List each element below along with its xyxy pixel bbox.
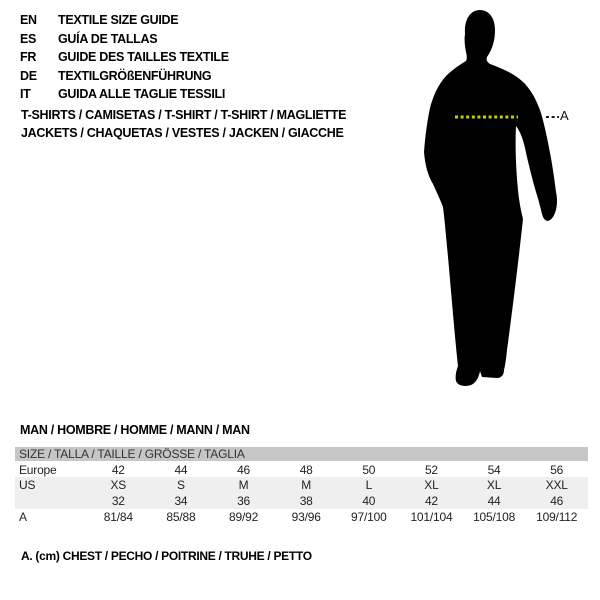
size-cell: 109/112	[536, 509, 578, 524]
size-cell: XXL	[545, 478, 568, 492]
size-cell: 89/92	[229, 509, 259, 524]
size-cell: M	[238, 478, 249, 492]
size-cell: 52	[424, 462, 438, 477]
row-label: Europe	[19, 462, 57, 477]
size-cell: 54	[487, 462, 501, 477]
table-row-us-numbers	[15, 493, 588, 509]
man-silhouette-body	[424, 10, 557, 386]
language-code: DE	[20, 68, 37, 83]
size-cell: L	[365, 478, 373, 492]
language-row	[20, 48, 229, 67]
language-label: GUIDE DES TAILLES TEXTILE	[58, 50, 229, 65]
size-cell: XL	[486, 478, 502, 492]
language-code: EN	[20, 13, 37, 28]
man-silhouette	[400, 0, 600, 400]
size-cell: 42	[424, 494, 438, 508]
size-cell: 97/100	[351, 509, 387, 524]
size-cell: 44	[487, 494, 501, 508]
size-cell: 44	[174, 462, 188, 477]
category-line-tshirts: T-SHIRTS / CAMISETAS / T-SHIRT / T-SHIRT / MAGLIETTE	[21, 108, 347, 122]
man-silhouette-figure	[400, 0, 600, 400]
size-cell: 93/96	[291, 509, 321, 524]
language-label: GUIDA ALLE TAGLIE TESSILI	[58, 87, 226, 102]
size-cell: S	[177, 478, 185, 492]
size-cell: 56	[550, 462, 564, 477]
language-label: TEXTILE SIZE GUIDE	[58, 13, 179, 28]
row-label: US	[19, 478, 36, 492]
language-row	[20, 30, 229, 49]
category-lines	[21, 106, 346, 142]
language-code: IT	[20, 87, 31, 102]
size-cell: M	[301, 478, 312, 492]
size-cell: 40	[362, 494, 376, 508]
size-cell: XS	[110, 478, 127, 492]
language-code: FR	[20, 50, 37, 65]
language-row	[20, 11, 229, 30]
size-cell: 81/84	[103, 509, 133, 524]
size-cell: 50	[362, 462, 376, 477]
language-list	[20, 11, 229, 104]
table-row-europe	[15, 462, 588, 477]
row-label: A	[19, 509, 27, 524]
table-row-us-letters	[15, 477, 588, 493]
table-row-chest-cm	[15, 509, 588, 524]
table-header: SIZE / TALLA / TAILLE / GRÖSSE / TAGLIA	[15, 447, 588, 462]
language-label: GUÍA DE TALLAS	[58, 31, 158, 46]
language-code: ES	[20, 31, 37, 46]
size-cell: 38	[299, 494, 313, 508]
size-cell: 32	[111, 494, 125, 508]
size-cell: 42	[111, 462, 125, 477]
measurement-label-a: A	[560, 108, 569, 123]
size-cell: 34	[174, 494, 188, 508]
size-cell: 36	[237, 494, 251, 508]
size-cell: XL	[424, 478, 439, 492]
size-table	[15, 447, 588, 524]
measurement-footnote: A. (cm) CHEST / PECHO / POITRINE / TRUHE / PETTO	[21, 549, 312, 563]
size-cell: 48	[299, 462, 313, 477]
language-row	[20, 67, 229, 86]
size-cell: 46	[237, 462, 251, 477]
size-cell: 105/108	[473, 509, 516, 524]
size-cell: 46	[550, 494, 564, 508]
category-line-jackets: JACKETS / CHAQUETAS / VESTES / JACKEN / GIACCHE	[21, 126, 344, 140]
size-cell: 101/104	[410, 509, 453, 524]
section-title: MAN / HOMBRE / HOMME / MANN / MAN	[20, 423, 250, 437]
size-cell: 85/88	[166, 509, 196, 524]
language-row	[20, 85, 229, 104]
language-label: TEXTILGRÖßENFÜHRUNG	[58, 68, 212, 83]
